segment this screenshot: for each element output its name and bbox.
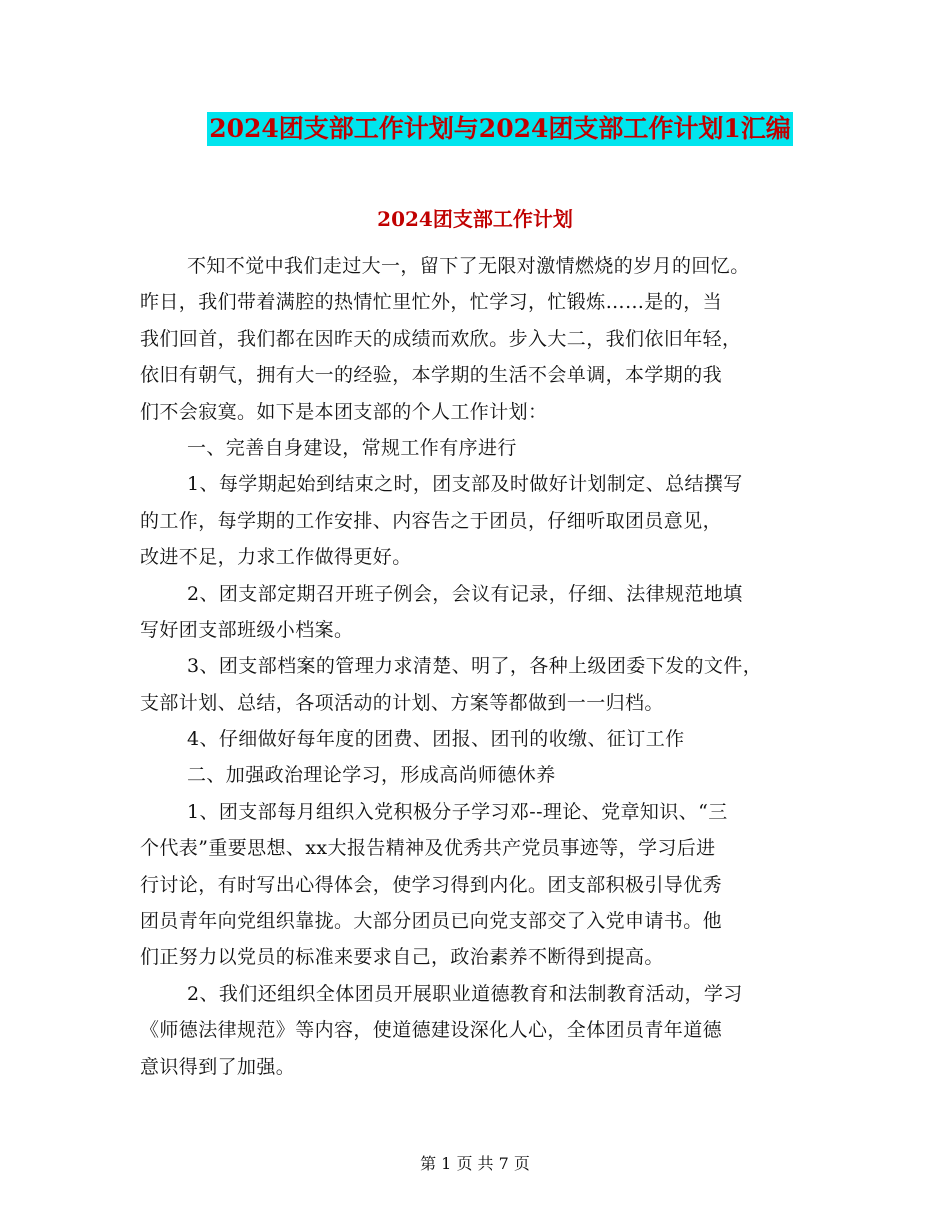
paragraph-line: 的工作，每学期的工作安排、内容告之于团员，仔细听取团员意见，: [140, 509, 723, 532]
paragraph-line: 1、每学期起始到结束之时，团支部及时做好计划制定、总结撰写: [187, 473, 743, 496]
paragraph-line: 意识得到了加强。: [140, 1055, 296, 1078]
paragraph-line: 行讨论，有时写出心得体会，使学习得到内化。团支部积极引导优秀: [140, 873, 723, 896]
paragraph-line: 2、团支部定期召开班子例会，会议有记录，仔细、法律规范地填: [187, 582, 743, 605]
paragraph-line: 不知不觉中我们走过大一，留下了无限对激情燃烧的岁月的回忆。: [187, 255, 750, 277]
paragraph-line: 团员青年向党组织靠拢。大部分团员已向党支部交了入党申请书。他: [140, 910, 723, 933]
paragraph-line: 个代表”重要思想、xx大报告精神及优秀共产党员事迹等，学习后进: [140, 837, 716, 860]
paragraph-line: 们正努力以党员的标准来要求自己，政治素养不断得到提高。: [140, 946, 664, 969]
paragraph-line: 昨日，我们带着满腔的热情忙里忙外，忙学习，忙锻炼……是的，当: [140, 291, 723, 314]
heading-line: 二、加强政治理论学习，形成高尚师德休养: [187, 764, 556, 787]
page-number: 第 1 页 共 7 页: [420, 1154, 530, 1173]
paragraph-line: 依旧有朝气，拥有大一的经验，本学期的生活不会单调，本学期的我: [140, 364, 723, 387]
document-title-wrapper: [0, 112, 950, 146]
paragraph-line: 支部计划、总结，各项活动的计划、方案等都做到一一归档。: [140, 691, 664, 714]
paragraph-line: 1、团支部每月组织入党积极分子学习邓--理论、党章知识、“三: [187, 800, 728, 823]
paragraph-line: 《师德法律规范》等内容，使道德建设深化人心，全体团员青年道德: [140, 1019, 723, 1042]
paragraph-line: 写好团支部班级小档案。: [140, 618, 354, 641]
paragraph-line: 2、我们还组织全体团员开展职业道德教育和法制教育活动，学习: [187, 982, 743, 1005]
heading-line: 一、完善自身建设，常规工作有序进行: [187, 436, 517, 459]
section-title: 2024团支部工作计划: [377, 207, 573, 231]
paragraph-line: 们不会寂寞。如下是本团支部的个人工作计划：: [140, 400, 548, 423]
paragraph-line: 我们回首，我们都在因昨天的成绩而欢欣。步入大二，我们依旧年轻，: [140, 327, 742, 350]
document-title: 2024团支部工作计划与2024团支部工作计划1汇编: [207, 112, 793, 146]
document-body: [140, 248, 830, 1085]
paragraph-line: 4、仔细做好每年度的团费、团报、团刊的收缴、征订工作: [187, 728, 685, 751]
paragraph-line: 3、团支部档案的管理力求清楚、明了，各种上级团委下发的文件，: [187, 655, 763, 678]
paragraph-line: 改进不足，力求工作做得更好。: [140, 546, 412, 569]
